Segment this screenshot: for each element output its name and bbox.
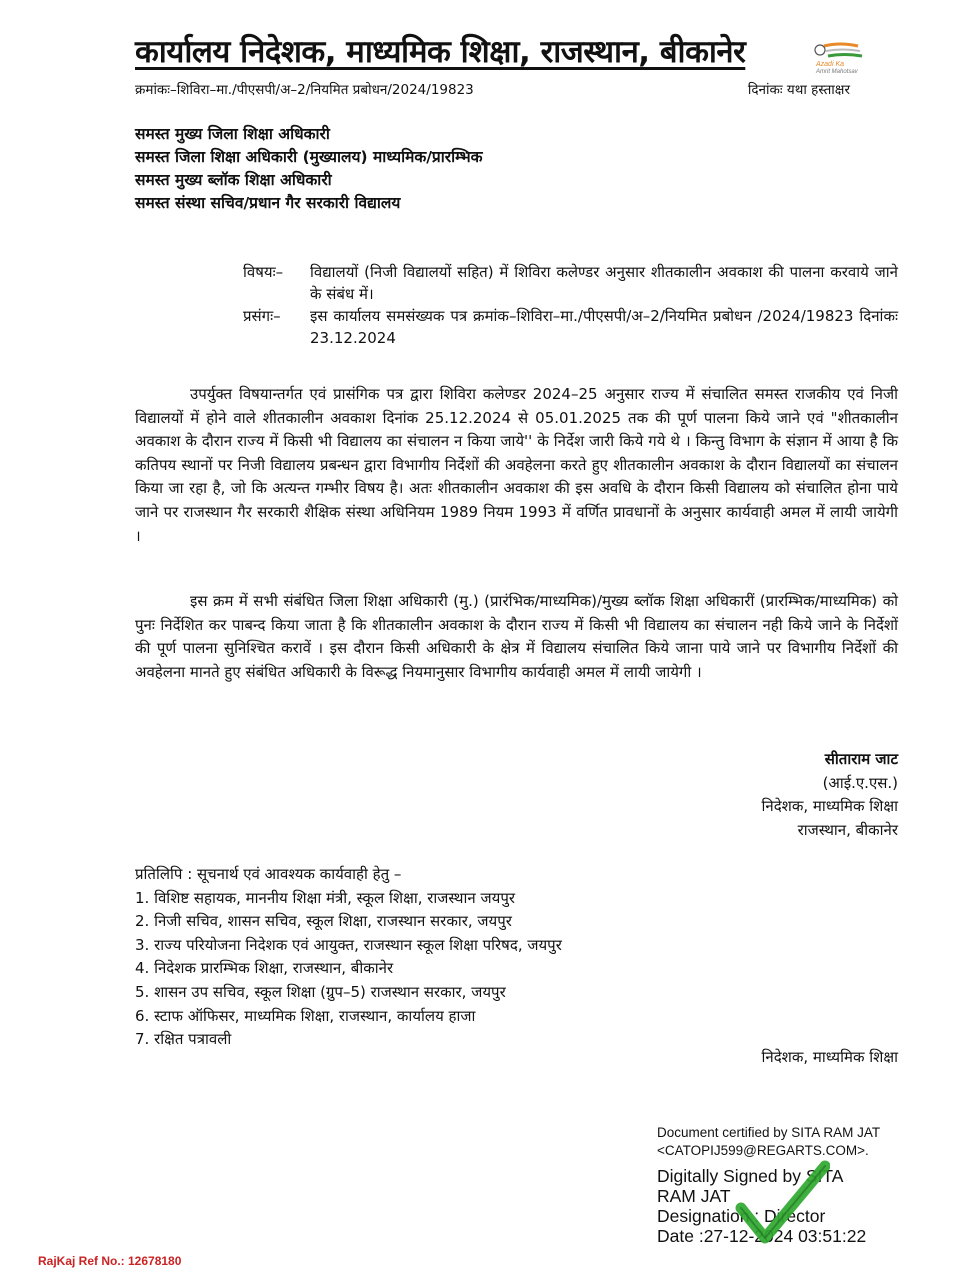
copy-to-item: 5. शासन उप सचिव, स्कूल शिक्षा (ग्रुप–5) राजस्थान सरकार, जयपुर bbox=[135, 982, 506, 1001]
certified-email: <CATOPIJ599@REGARTS.COM>. bbox=[657, 1143, 869, 1158]
subject-text: विद्यालयों (निजी विद्यालयों सहित) में शिविरा कलेण्डर अनुसार शीतकालीन अवकाश की पालना करवाये जाने के संबंध में। bbox=[310, 263, 898, 303]
verified-check-icon bbox=[735, 1160, 830, 1250]
signatory-location: राजस्थान, बीकानेर bbox=[797, 820, 898, 839]
copy-to-item: 3. राज्य परियोजना निदेशक एवं आयुक्त, राजस्थान स्कूल शिक्षा परिषद, जयपुर bbox=[135, 935, 562, 954]
copy-to-list bbox=[135, 887, 835, 1052]
logo-flag-strokes bbox=[815, 44, 862, 56]
reference-label: प्रसंगः– bbox=[243, 307, 281, 325]
subject-reference-block bbox=[243, 261, 898, 349]
copy-to-item: 7. रक्षित पत्रावली bbox=[135, 1030, 232, 1049]
svg-text:Azadi Ka: Azadi Ka bbox=[816, 61, 845, 68]
copy-to-item: 6. स्टाफ ऑफिसर, माध्यमिक शिक्षा, राजस्थान, कार्यालय हाजा bbox=[135, 1006, 476, 1025]
azadi-ka-amrit-mahotsav-logo bbox=[810, 40, 882, 74]
copy-to-item: 1. विशिष्ट सहायक, माननीय शिक्षा मंत्री, स्कूल शिक्षा, राजस्थान जयपुर bbox=[135, 888, 515, 907]
certified-by-line: Document certified by SITA RAM JAT bbox=[657, 1125, 881, 1140]
reference-row bbox=[243, 305, 898, 349]
copy-to-section bbox=[135, 863, 835, 1052]
signatory-service: (आई.ए.एस.) bbox=[822, 773, 898, 792]
addressee-line: समस्त जिला शिक्षा अधिकारी (मुख्यालय) माध्यमिक/प्रारम्भिक bbox=[135, 148, 483, 166]
copy-to-item: 2. निजी सचिव, शासन सचिव, स्कूल शिक्षा, राजस्थान सरकार, जयपुर bbox=[135, 912, 512, 931]
addressee-block bbox=[135, 123, 835, 215]
addressee-line: समस्त मुख्य ब्लॉक शिक्षा अधिकारी bbox=[135, 171, 332, 189]
signed-by-line1: Digitally Signed by SITA bbox=[657, 1166, 844, 1186]
signed-designation: Designation : Director bbox=[657, 1206, 826, 1226]
rajkaj-ref-number: RajKaj Ref No.: 12678180 bbox=[38, 1254, 182, 1268]
signatory-designation: निदेशक, माध्यमिक शिक्षा bbox=[761, 797, 898, 815]
footer-designation: निदेशक, माध्यमिक शिक्षा bbox=[761, 1048, 898, 1066]
letter-date: दिनांकः यथा हस्ताक्षर bbox=[747, 82, 850, 98]
subject-row bbox=[243, 261, 898, 305]
reference-number: क्रमांकः–शिविरा–मा./पीएसपी/अ–2/नियमित प्रबोधन/2024/19823 bbox=[135, 82, 474, 98]
subject-label: विषयः– bbox=[243, 263, 284, 281]
office-title: कार्यालय निदेशक, माध्यमिक शिक्षा, राजस्थान, बीकानेर bbox=[135, 34, 746, 70]
signed-by-line2: RAM JAT bbox=[657, 1186, 731, 1206]
copy-to-heading: प्रतिलिपि : सूचनार्थ एवं आवश्यक कार्यवाही हेतु – bbox=[135, 865, 402, 883]
addressee-line: समस्त संस्था सचिव/प्रधान गैर सरकारी विद्यालय bbox=[135, 194, 401, 212]
addressee-line: समस्त मुख्य जिला शिक्षा अधिकारी bbox=[135, 125, 330, 143]
signature-block bbox=[762, 748, 899, 842]
svg-text:Amrit Mahotsav: Amrit Mahotsav bbox=[816, 69, 858, 74]
letter-meta-row bbox=[135, 80, 850, 98]
reference-text: इस कार्यालय समसंख्यक पत्र क्रमांक–शिविरा–मा./पीएसपी/अ–2/नियमित प्रबोधन /2024/19823 दिनांकः 23.12.2024 bbox=[310, 307, 898, 347]
signed-date: Date :27-12-2024 03:51:22 bbox=[657, 1226, 867, 1246]
copy-to-item: 4. निदेशक प्रारम्भिक शिक्षा, राजस्थान, बीकानेर bbox=[135, 959, 394, 978]
signatory-name: सीताराम जाट bbox=[824, 750, 898, 768]
body-paragraph-2: इस क्रम में सभी संबंधित जिला शिक्षा अधिकारी (मु.) (प्रारंभिक/माध्यमिक)/मुख्य ब्लॉक शिक्षा अधिकारीं (प्रारम्भिक/माध्यमिक) को पुनः निर्देशित कर पाबन्द किया जाता है कि शीतकालीन अवकाश के दौरान राज्य में किसी भी विद्यालय का संचालन नही किये जाने के निर्देशों की पूर्ण पालना सुनिश्चित करावें । इस दौरान किसी अधिकारी के क्षेत्र में विद्यालय संचालित किये जाना पाये जाने पर विभागीय निर्देशों की अवहेलना मानते हुए संबंधित अधिकारी के विरूद्ध नियमानुसार विभागीय कार्यवाही अमल में लायी जायेगी । bbox=[135, 592, 898, 681]
body-paragraph-1: उपर्युक्त विषयान्तर्गत एवं प्रासंगिक पत्र द्वारा शिविरा कलेण्डर 2024–25 अनुसार राज्य में संचालित समस्त राजकीय एवं निजी विद्यालयों में होने वाले शीतकालीन अवकाश दिनांक 25.12.2024 से 05.01.2025 तक की पूर्ण पालना किये जाने एवं "शीतकालीन अवकाश के दौरान राज्य में किसी भी विद्यालय का संचालन न किया जाये'' के निर्देश जारी किये गये थे । किन्तु विभाग के संज्ञान में आया है कि कतिपय स्थानों पर निजी विद्यालय प्रबन्धन द्वारा विभागीय निर्देशों की अवहेलना करते हुए शीतकालीन अवकाश के दौरान विद्यालयों का संचालन किया जा रहा है, जो कि अत्यन्त गम्भीर विषय है। अतः शीतकालीन अवकाश की इस अवधि के दौरान किसी विद्यालय को संचालित होना पाये जाने पर राजस्थान गैर सरकारी शैक्षिक संस्था अधिनियम 1989 नियम 1993 में वर्णित प्रावधानों के अनुसार कार्यवाही अमल में लायी जायेगी । bbox=[135, 385, 898, 545]
